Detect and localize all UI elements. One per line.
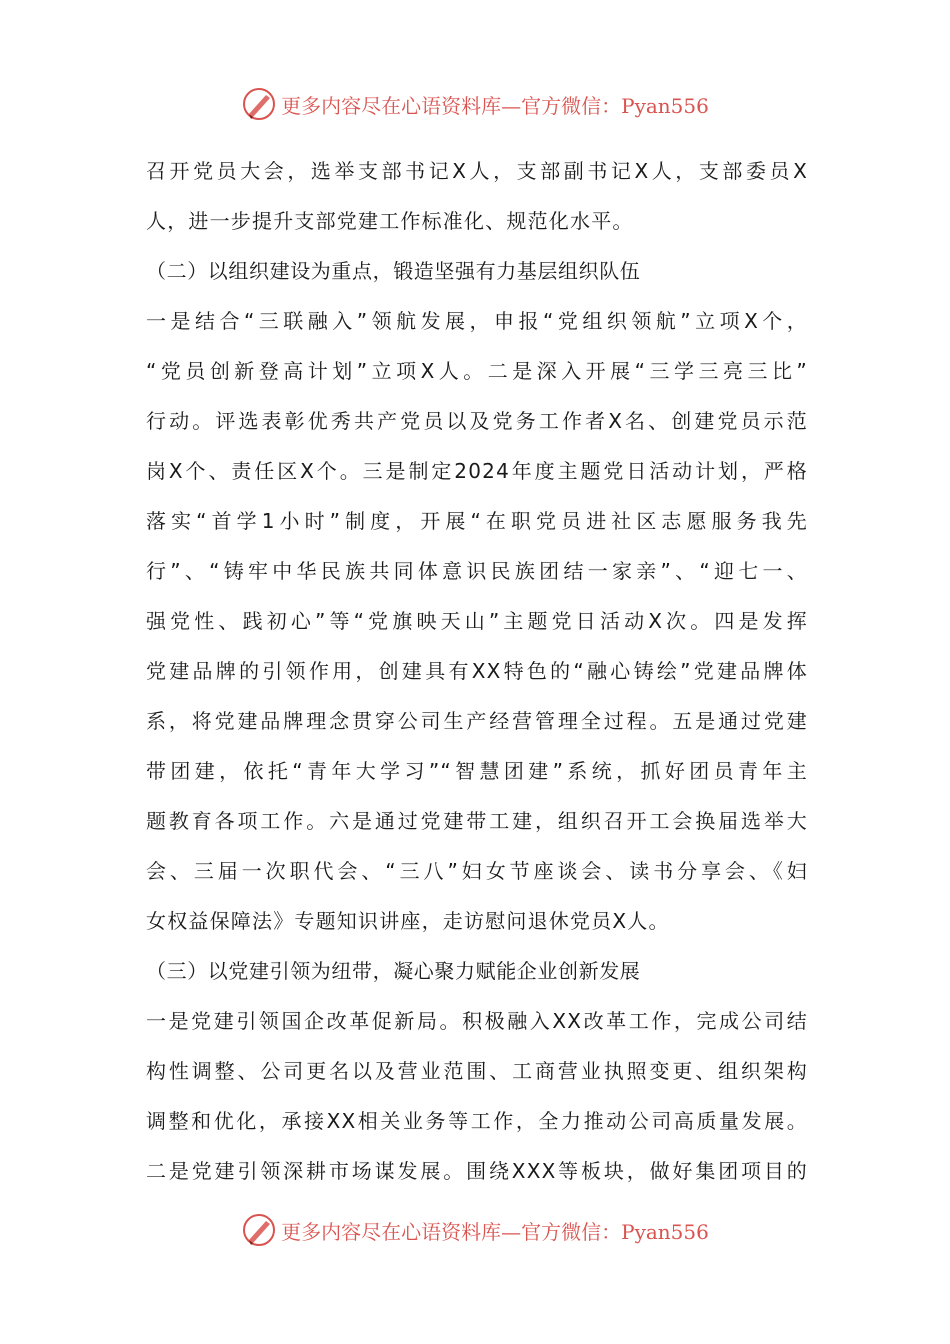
pen-logo-icon	[241, 86, 277, 122]
text-line: 系，将党建品牌理念贯穿公司生产经营管理全过程。五是通过党建	[146, 709, 808, 733]
text-line: “党员创新登高计划”立项X人。二是深入开展“三学三亮三比”	[146, 359, 808, 383]
pen-logo-icon	[241, 1212, 277, 1248]
text-line: 二是党建引领深耕市场谋发展。围绕XXX等板块，做好集团项目的	[146, 1159, 808, 1183]
text-line: 落实“首学1小时”制度，开展“在职党员进社区志愿服务我先	[146, 509, 808, 533]
text-line: 一是党建引领国企改革促新局。积极融入XX改革工作，完成公司结	[146, 1009, 808, 1033]
text-line: 召开党员大会，选举支部书记X人，支部副书记X人，支部委员X	[146, 159, 808, 183]
watermark-text: 更多内容尽在心语资料库—官方微信：Pyan556	[281, 93, 709, 118]
text-line: 强党性、践初心”等“党旗映天山”主题党日活动X次。四是发挥	[146, 609, 808, 633]
text-line: 构性调整、公司更名以及营业范围、工商营业执照变更、组织架构	[146, 1059, 808, 1083]
watermark-header	[0, 84, 950, 124]
section-heading: （二）以组织建设为重点，锻造坚强有力基层组织队伍	[146, 259, 641, 283]
watermark-text: 更多内容尽在心语资料库—官方微信：Pyan556	[281, 1219, 709, 1244]
text-line: 行动。评选表彰优秀共产党员以及党务工作者X名、创建党员示范	[146, 409, 808, 433]
text-line: 党建品牌的引领作用，创建具有XX特色的“融心铸绘”党建品牌体	[146, 659, 808, 683]
text-line: 女权益保障法》专题知识讲座，走访慰问退休党员X人。	[146, 909, 670, 933]
text-line: 岗X个、责任区X个。三是制定2024年度主题党日活动计划，严格	[146, 459, 808, 483]
text-line: 行”、“铸牢中华民族共同体意识民族团结一家亲”、“迎七一、	[146, 559, 808, 583]
text-line: 会、三届一次职代会、“三八”妇女节座谈会、读书分享会、《妇	[146, 859, 808, 883]
text-line: 一是结合“三联融入”领航发展，申报“党组织领航”立项X个，	[146, 309, 808, 333]
text-line: 调整和优化，承接XX相关业务等工作，全力推动公司高质量发展。	[146, 1109, 808, 1133]
text-line: 人，进一步提升支部党建工作标准化、规范化水平。	[146, 209, 634, 233]
text-line: 带团建，依托“青年大学习”“智慧团建”系统，抓好团员青年主	[146, 759, 808, 783]
text-line: 题教育各项工作。六是通过党建带工建，组织召开工会换届选举大	[146, 809, 808, 833]
document-body	[146, 146, 808, 1196]
watermark-footer	[0, 1210, 950, 1250]
section-heading: （三）以党建引领为纽带，凝心聚力赋能企业创新发展	[146, 959, 641, 983]
